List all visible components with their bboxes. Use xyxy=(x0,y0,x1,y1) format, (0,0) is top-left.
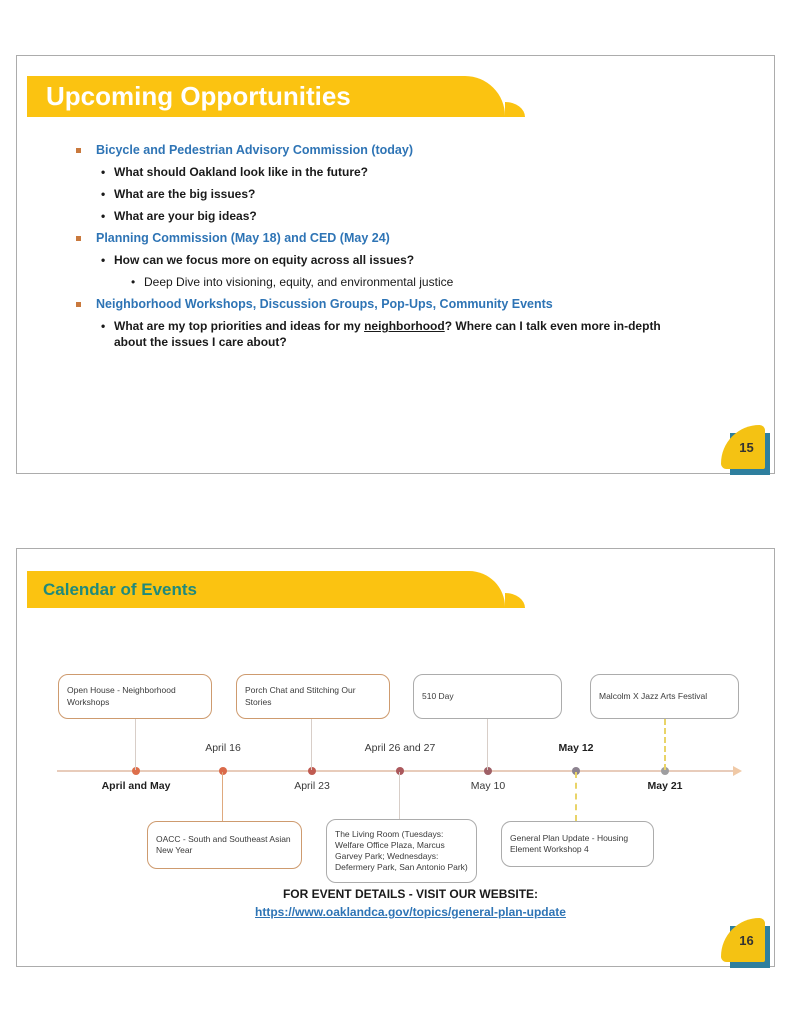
list-item xyxy=(101,318,694,350)
dot-bullet-icon xyxy=(101,252,114,268)
event-label: The Living Room (Tuesdays: Welfare Office Plaza, Marcus Garvey Park; Wednesdays: Defermery Park, San Antonio Park) xyxy=(335,828,468,873)
list-item-text: What should Oakland look like in the future? xyxy=(114,165,369,179)
event-box-oacc-new-year xyxy=(147,821,302,869)
square-bullet-icon xyxy=(76,302,81,307)
connector-line-dashed xyxy=(664,719,666,770)
slide-15 xyxy=(16,55,775,474)
page-number-badge xyxy=(721,918,770,968)
date-label: May 21 xyxy=(647,780,683,792)
timeline-axis xyxy=(57,770,733,772)
timeline-arrow-icon xyxy=(733,766,742,776)
date-label: May 12 xyxy=(558,742,594,754)
event-box-general-plan-workshop xyxy=(501,821,654,867)
square-bullet-icon xyxy=(76,148,81,153)
title-banner xyxy=(27,76,505,117)
connector-line xyxy=(135,719,136,770)
event-box-living-room xyxy=(326,819,477,883)
event-details-footer xyxy=(47,887,774,919)
connector-line xyxy=(487,719,488,770)
section-heading-text: Bicycle and Pedestrian Advisory Commission (today) xyxy=(96,143,413,157)
connector-line xyxy=(311,719,312,770)
list-item xyxy=(101,252,694,268)
event-box-porch-chat xyxy=(236,674,390,719)
event-box-open-house xyxy=(58,674,212,719)
page-number: 16 xyxy=(721,918,765,962)
timeline-dot xyxy=(484,767,492,775)
page-number: 15 xyxy=(721,425,765,469)
event-label: OACC - South and Southeast Asian New Year xyxy=(156,833,291,855)
dot-bullet-icon xyxy=(101,164,114,180)
list-item-text: What are your big ideas? xyxy=(114,209,257,223)
section-heading xyxy=(76,230,694,246)
slide-title: Upcoming Opportunities xyxy=(46,81,351,111)
connector-line-dashed xyxy=(575,772,577,821)
dot-bullet-icon xyxy=(101,186,114,202)
event-box-510-day xyxy=(413,674,562,719)
connector-line xyxy=(222,772,223,821)
section-heading-text: Planning Commission (May 18) and CED (May 24) xyxy=(96,231,390,245)
event-box-malcolm-x-festival xyxy=(590,674,739,719)
event-label: 510 Day xyxy=(422,690,454,701)
dot-bullet-icon xyxy=(101,318,114,350)
timeline-dot xyxy=(308,767,316,775)
section-heading-text: Neighborhood Workshops, Discussion Groups, Pop-Ups, Community Events xyxy=(96,297,553,311)
section-heading xyxy=(76,142,694,158)
connector-line xyxy=(399,772,400,819)
section-heading xyxy=(76,296,694,312)
date-label: April 16 xyxy=(205,742,241,754)
list-item xyxy=(101,208,694,224)
website-link[interactable]: https://www.oaklandca.gov/topics/general-plan-update xyxy=(255,905,566,919)
timeline-dot xyxy=(396,767,404,775)
list-item-text: How can we focus more on equity across all issues? xyxy=(114,253,415,267)
list-item-text: What are the big issues? xyxy=(114,187,256,201)
event-label: Open House - Neighborhood Workshops xyxy=(67,685,176,707)
timeline-dot xyxy=(219,767,227,775)
bullet-list xyxy=(76,142,694,356)
event-label: Malcolm X Jazz Arts Festival xyxy=(599,690,708,701)
date-label: April 26 and 27 xyxy=(364,742,436,754)
list-item-text: What are my top priorities and ideas for my neighborhood? Where can I talk even more in-depth about the issues I care about? xyxy=(114,319,661,349)
date-label: April 23 xyxy=(294,780,330,792)
underlined-word: neighborhood xyxy=(364,319,445,333)
dot-bullet-icon xyxy=(131,274,144,290)
sub-list-item-text: Deep Dive into visioning, equity, and environmental justice xyxy=(144,275,454,289)
page-number-badge xyxy=(721,425,770,475)
timeline-dot xyxy=(132,767,140,775)
list-item xyxy=(101,164,694,180)
date-label: April and May xyxy=(101,780,171,792)
sub-list-item xyxy=(131,274,694,290)
event-label: Porch Chat and Stitching Our Stories xyxy=(245,685,356,707)
dot-bullet-icon xyxy=(101,208,114,224)
footer-text: FOR EVENT DETAILS - VISIT OUR WEBSITE: xyxy=(282,887,539,901)
list-item xyxy=(101,186,694,202)
slide-16 xyxy=(16,548,775,967)
event-label: General Plan Update - Housing Element Workshop 4 xyxy=(510,832,629,854)
square-bullet-icon xyxy=(76,236,81,241)
date-label: May 10 xyxy=(470,780,506,792)
slide-title: Calendar of Events xyxy=(43,580,197,599)
